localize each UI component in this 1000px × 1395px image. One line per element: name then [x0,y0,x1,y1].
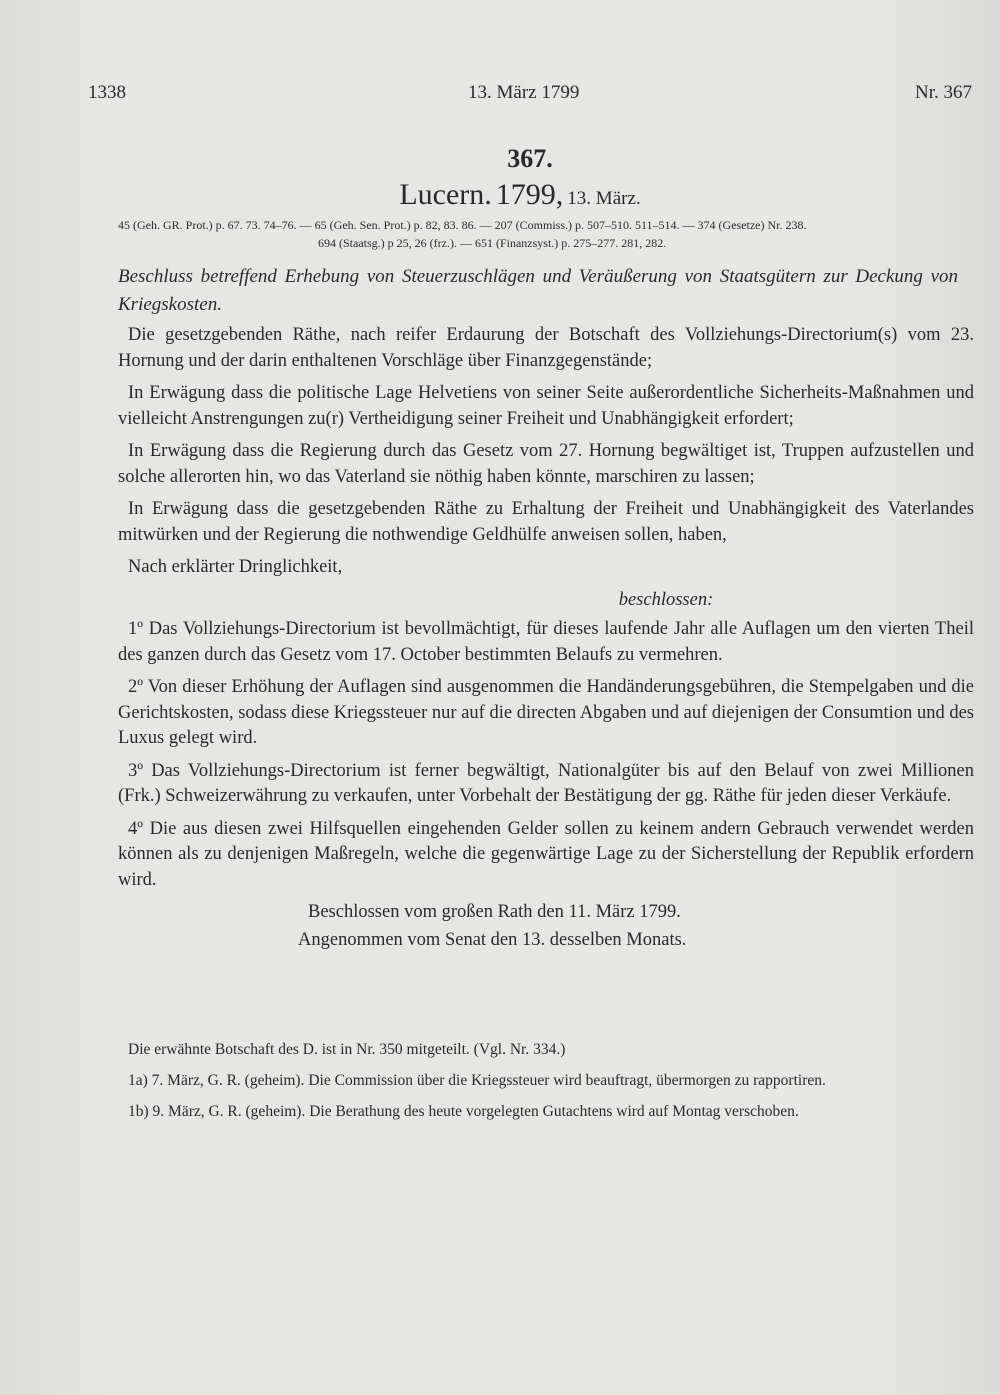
resolved-heading: beschlossen: [618,589,714,610]
place-date-line [0,178,1000,212]
year: 1799, [495,178,564,211]
note-line: 1b) 9. März, G. R. (geheim). Die Berathung des heute vorgelegten Gutachtens wird auf Montag verschoben. [128,1103,799,1120]
article-2: 2º Von dieser Erhöhung der Auflagen sind ausgenommen die Handänderungsgebühren, die Stempelgaben und die Gerichtskosten, sodass diese Kriegssteuer nur auf die directen Abgaben und auf diejenigen der Consumtion und des Luxus gelegt wird. [118,677,974,748]
archival-references [118,216,978,252]
header-date: 13. März 1799 [468,82,580,103]
day-month: 13. März. [567,188,641,209]
page-header [88,82,972,112]
considerando-paragraph: In Erwägung dass die gesetzgebenden Räthe zu Erhaltung der Freiheit und Unabhängigkeit des Vaterlandes mitwürken und der Regierung die nothwendige Geldhülfe anweisen sollen, haben, [118,499,974,545]
preamble-paragraph: Die gesetzgebenden Räthe, nach reifer Erdaurung der Botschaft des Vollziehungs-Directorium(s) vom 23. Hornung und der darin enthaltenen Vorschläge über Finanzgegenstände; [118,325,974,371]
note-line: 1a) 7. März, G. R. (geheim). Die Commission über die Kriegssteuer wird beauftragt, übermorgen zu rapportiren. [128,1072,826,1089]
article-4: 4º Die aus diesen zwei Hilfsquellen eingehenden Gelder sollen zu keinem andern Gebrauch verwendet werden können als zu denjenigen Maßregeln, welche die gegenwärtige Lage zu der Sicherstellung der Republik erfordern wird. [118,818,974,890]
considerando-paragraph: In Erwägung dass die Regierung durch das Gesetz vom 27. Hornung begwältiget ist, Truppen aufzustellen und solche allerorten hin, wo das Vaterland sie nöthig haben könnte, marschiren zu lassen; [118,441,974,487]
considerando-paragraph: In Erwägung dass die politische Lage Helvetiens von seiner Seite außerordentliche Sicherheits-Maßnahmen und vielleicht Anstrengungen zu(r) Vertheidigung seiner Freiheit und Unabhängigkeit erfordert; [118,383,974,429]
document-body [118,323,974,961]
header-doc-ref: Nr. 367 [915,82,972,103]
footnotes [118,1038,974,1131]
urgency-line: Nach erklärter Dringlichkeit, [128,557,343,577]
closing-line-1: Beschlossen vom großen Rath den 11. März 1799. [308,902,681,922]
note-line: Die erwähnte Botschaft des D. ist in Nr. 350 mitgeteilt. (Vgl. Nr. 334.) [128,1041,566,1058]
document-number: 367. [507,144,553,173]
closing-line-2: Angenommen vom Senat den 13. desselben Monats. [298,929,687,950]
place-name: Lucern. [399,178,492,211]
refs-line-2: 694 (Staatsg.) p 25, 26 (frz.). — 651 (Finanzsyst.) p. 275–277. 281, 282. [318,236,667,250]
article-3: 3º Das Vollziehungs-Directorium ist ferner begwältigt, Nationalgüter bis auf den Belauf von zwei Millionen (Frk.) Schweizerwährung zu verkaufen, unter Vorbehalt der Bestätigung der gg. Räthe für jeden dieser Verkäufe. [118,760,974,806]
document-title: Beschluss betreffend Erhebung von Steuerzuschlägen und Veräußerung von Staatsgütern zur Deckung von Kriegskosten. [118,266,958,315]
page-number: 1338 [88,82,126,103]
article-1: 1º Das Vollziehungs-Directorium ist bevollmächtigt, für dieses laufende Jahr alle Auflagen um den vierten Theil des ganzen durch das Gesetz vom 17. October bestimmten Belaufs zu vermehren. [118,619,974,665]
refs-line-1: 45 (Geh. GR. Prot.) p. 67. 73. 74–76. — 65 (Geh. Sen. Prot.) p. 82, 83. 86. — 207 (Commiss.) p. 507–510. 511–514. — 374 (Gesetze) Nr. 238. [118,218,807,232]
